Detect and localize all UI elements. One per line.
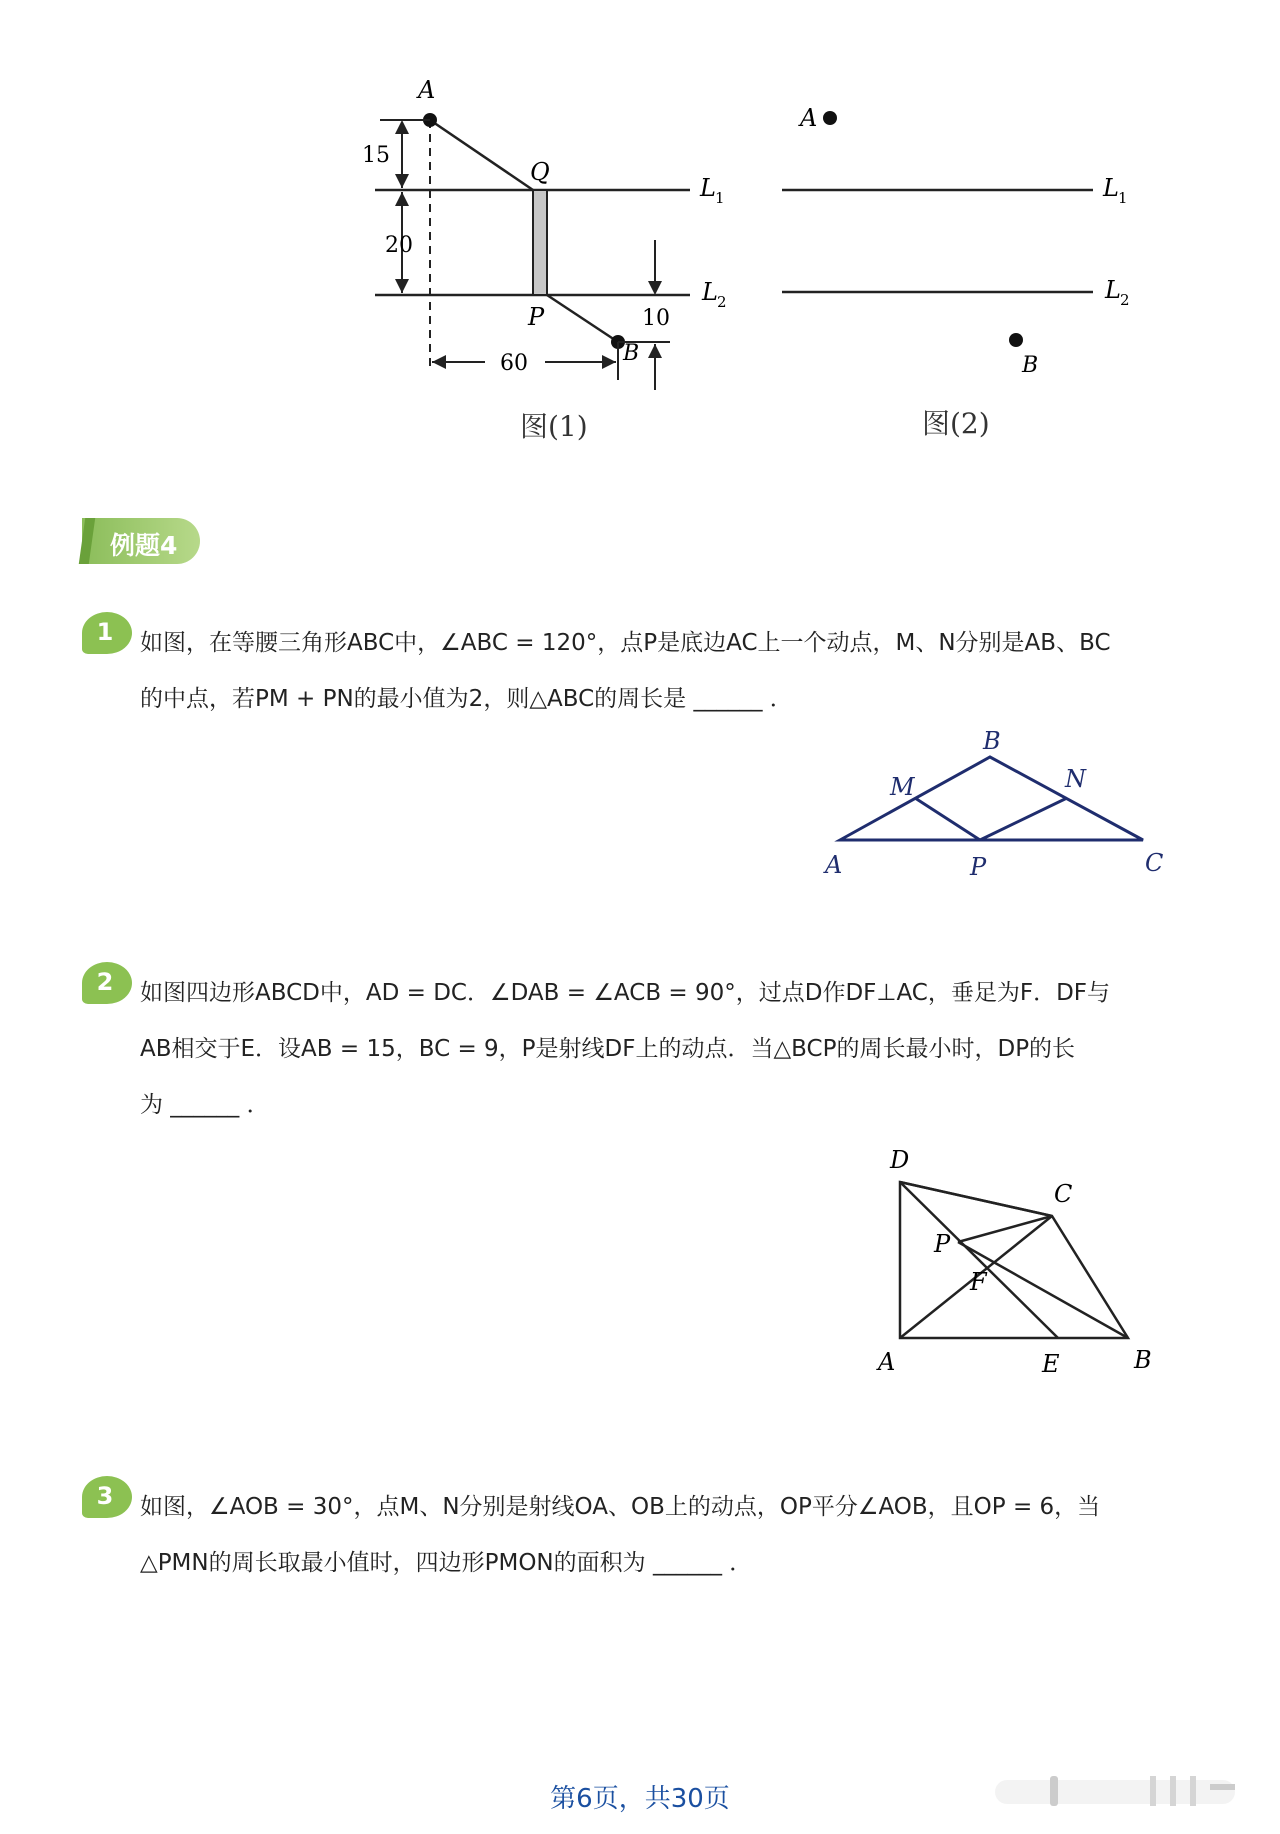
question-1-number: 1 [96,618,114,646]
section-tag-example-4 [82,518,200,564]
q1-label-B: B [983,727,1001,755]
q2-label-D: D [890,1146,910,1174]
q2-label-E: E [1042,1350,1060,1378]
question-1-line-1: 如图，在等腰三角形ABC中，∠ABC = 120°，点P是底边AC上一个动点，M、N分别是AB、BC [140,630,1111,656]
q1-label-C: C [1145,849,1164,877]
question-3-number: 3 [96,1482,114,1510]
page-number-text: 第6页，共30页 [550,1784,730,1814]
q1-label-P: P [970,853,987,881]
q2-label-P: P [934,1230,951,1258]
fig1-label-P: P [528,303,545,331]
question-3-line-2: △PMN的周长取最小值时，四边形PMON的面积为 ______ ． [140,1550,753,1576]
question-2-line-3: 为 ______ ． [140,1092,270,1118]
q2-label-B: B [1134,1346,1152,1374]
q2-label-C: C [1054,1180,1073,1208]
question-2-number-badge [82,962,132,1006]
fig1-dim-15: 15 [362,143,390,168]
fig2-label-B: B [1022,353,1039,378]
fig2-label-L2: L [1105,276,1121,304]
section-tag-label: 例题4 [110,531,178,560]
fig2-label-L1: L [1103,174,1119,202]
figure-2-caption: 图(2) [922,407,990,440]
fig1-label-L1-sub: 1 [715,189,725,207]
question-2-figure [870,1140,1170,1380]
question-3-number-badge [82,1476,132,1520]
question-3-line-1: 如图，∠AOB = 30°，点M、N分别是射线OA、OB上的动点，OP平分∠AOB，且OP = 6，当 [140,1494,1101,1520]
fig1-label-L2-sub: 2 [717,293,727,311]
fig2-label-L2-sub: 2 [1120,291,1130,309]
figure-1-diagram [360,70,760,400]
question-1-number-badge [82,612,132,656]
figure-1-caption: 图(1) [520,410,588,443]
fig1-label-L1: L [700,174,716,202]
question-2-line-2: AB相交于E．设AB = 15，BC = 9，P是射线DF上的动点．当△BCP的周长最小时，DP的长 [140,1036,1076,1062]
q1-label-N: N [1065,765,1086,793]
fig2-label-L1-sub: 1 [1118,189,1128,207]
q2-label-A: A [878,1348,896,1376]
question-1-figure [815,725,1185,890]
q1-label-M: M [890,773,915,801]
question-2-number: 2 [96,968,114,996]
fig1-dim-20: 20 [385,233,413,258]
watermark-logo [995,1772,1255,1812]
fig1-label-B: B [623,341,640,366]
question-1-line-2: 的中点，若PM + PN的最小值为2，则△ABC的周长是 ______ ． [140,686,793,712]
q1-label-A: A [825,851,843,879]
question-2-line-1: 如图四边形ABCD中，AD = DC．∠DAB = ∠ACB = 90°，过点D作DF⊥AC，垂足为F．DF与 [140,980,1111,1006]
figure-2-diagram [770,90,1170,380]
fig1-label-A: A [418,76,436,104]
fig1-label-Q: Q [530,158,550,186]
fig1-dim-60: 60 [500,351,528,376]
fig2-label-A: A [800,104,818,132]
fig1-dim-10: 10 [642,306,670,331]
fig1-label-L2: L [702,278,718,306]
q2-label-F: F [970,1268,987,1296]
